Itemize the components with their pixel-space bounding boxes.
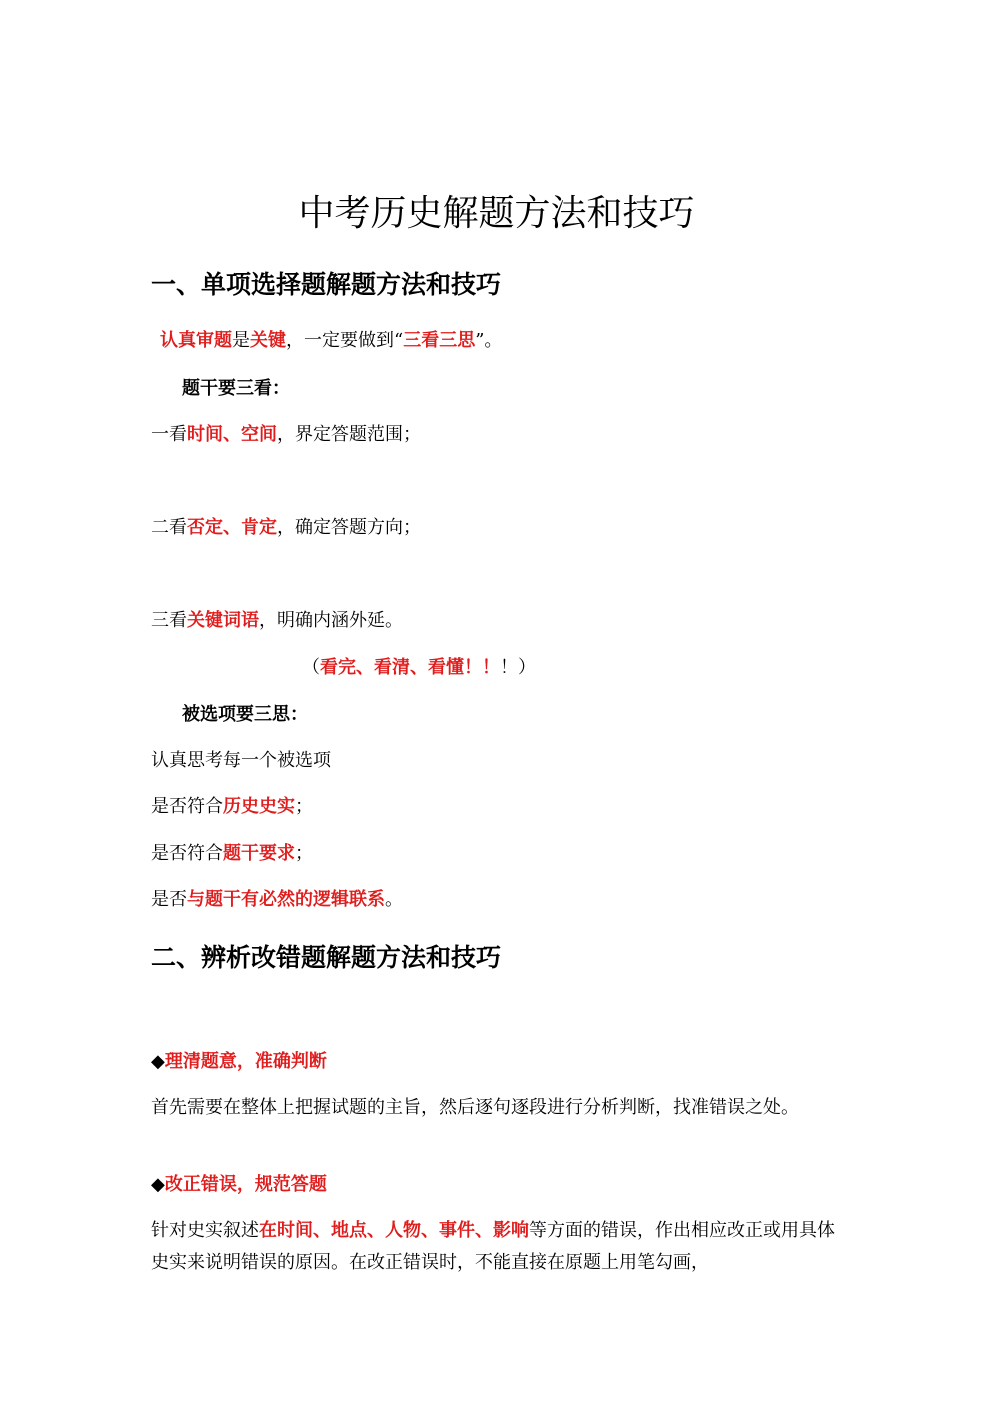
point-2 <box>151 1176 327 1194</box>
key-line-e: 三看三思 <box>403 330 476 351</box>
section1-heading: 一、单项选择题解题方法和技巧 <box>151 270 502 299</box>
look-1-red: 时间、空间 <box>187 424 277 445</box>
point-1 <box>151 1053 327 1071</box>
think-3 <box>151 891 403 909</box>
paragraph-2-post: 等方面的错误，作出相应改正或用具体史实来说明错误的原因。在改正错误时，不能直接在原题上用笔勾画， <box>151 1220 835 1273</box>
three-thinks-label: 被选项要三思： <box>182 704 308 725</box>
key-line-f: ”。 <box>475 330 503 351</box>
think-2-pre: 是否符合 <box>151 843 223 864</box>
look-3 <box>151 612 403 630</box>
think-1-pre: 是否符合 <box>151 796 223 817</box>
think-2-red: 题干要求 <box>223 843 295 864</box>
point-1-label: 理清题意，准确判断 <box>164 1051 327 1072</box>
look-3-red: 关键词语 <box>187 610 259 631</box>
think-3-red: 与题干有必然的逻辑联系 <box>187 889 385 910</box>
think-2-post: ； <box>295 843 313 864</box>
look-2 <box>151 519 421 537</box>
look-2-red: 否定、肯定 <box>187 517 277 538</box>
paragraph-2 <box>151 1215 841 1279</box>
paragraph-2-red: 在时间、地点、人物、事件、影响 <box>259 1220 529 1241</box>
section2-heading: 二、辨析改错题解题方法和技巧 <box>151 943 502 972</box>
paragraph-2-pre: 针对史实叙述 <box>151 1220 259 1241</box>
reminder-post: ！） <box>500 657 536 678</box>
look-2-pre: 二看 <box>151 517 187 538</box>
page-title: 中考历史解题方法和技巧 <box>298 193 695 234</box>
look-3-post: ，明确内涵外延。 <box>259 610 403 631</box>
key-line-d: ，一定要做到“ <box>286 330 404 351</box>
look-2-post: ，确定答题方向； <box>277 517 421 538</box>
three-looks-label: 题干要三看： <box>182 378 290 399</box>
think-1 <box>151 798 313 816</box>
reminder <box>302 659 536 677</box>
reminder-red: 看完、看清、看懂！！ <box>320 657 500 678</box>
think-2 <box>151 845 313 863</box>
bullet-icon: ◆ <box>151 1051 165 1072</box>
key-line-a: 认真审题 <box>160 330 232 351</box>
bullet-icon: ◆ <box>151 1174 165 1195</box>
look-3-pre: 三看 <box>151 610 187 631</box>
reminder-open: （ <box>302 657 320 678</box>
key-line-c: 关键 <box>250 330 286 351</box>
key-line-b: 是 <box>232 330 250 351</box>
think-3-post: 。 <box>385 889 403 910</box>
think-1-post: ； <box>295 796 313 817</box>
look-1 <box>151 426 421 444</box>
think-3-pre: 是否 <box>151 889 187 910</box>
key-line <box>160 332 502 350</box>
think-1-red: 历史史实 <box>223 796 295 817</box>
think-0: 认真思考每一个被选项 <box>151 750 331 771</box>
paragraph-1: 首先需要在整体上把握试题的主旨，然后逐句逐段进行分析判断，找准错误之处。 <box>151 1097 799 1118</box>
point-2-label: 改正错误，规范答题 <box>164 1174 327 1195</box>
look-1-pre: 一看 <box>151 424 187 445</box>
look-1-post: ，界定答题范围； <box>277 424 421 445</box>
